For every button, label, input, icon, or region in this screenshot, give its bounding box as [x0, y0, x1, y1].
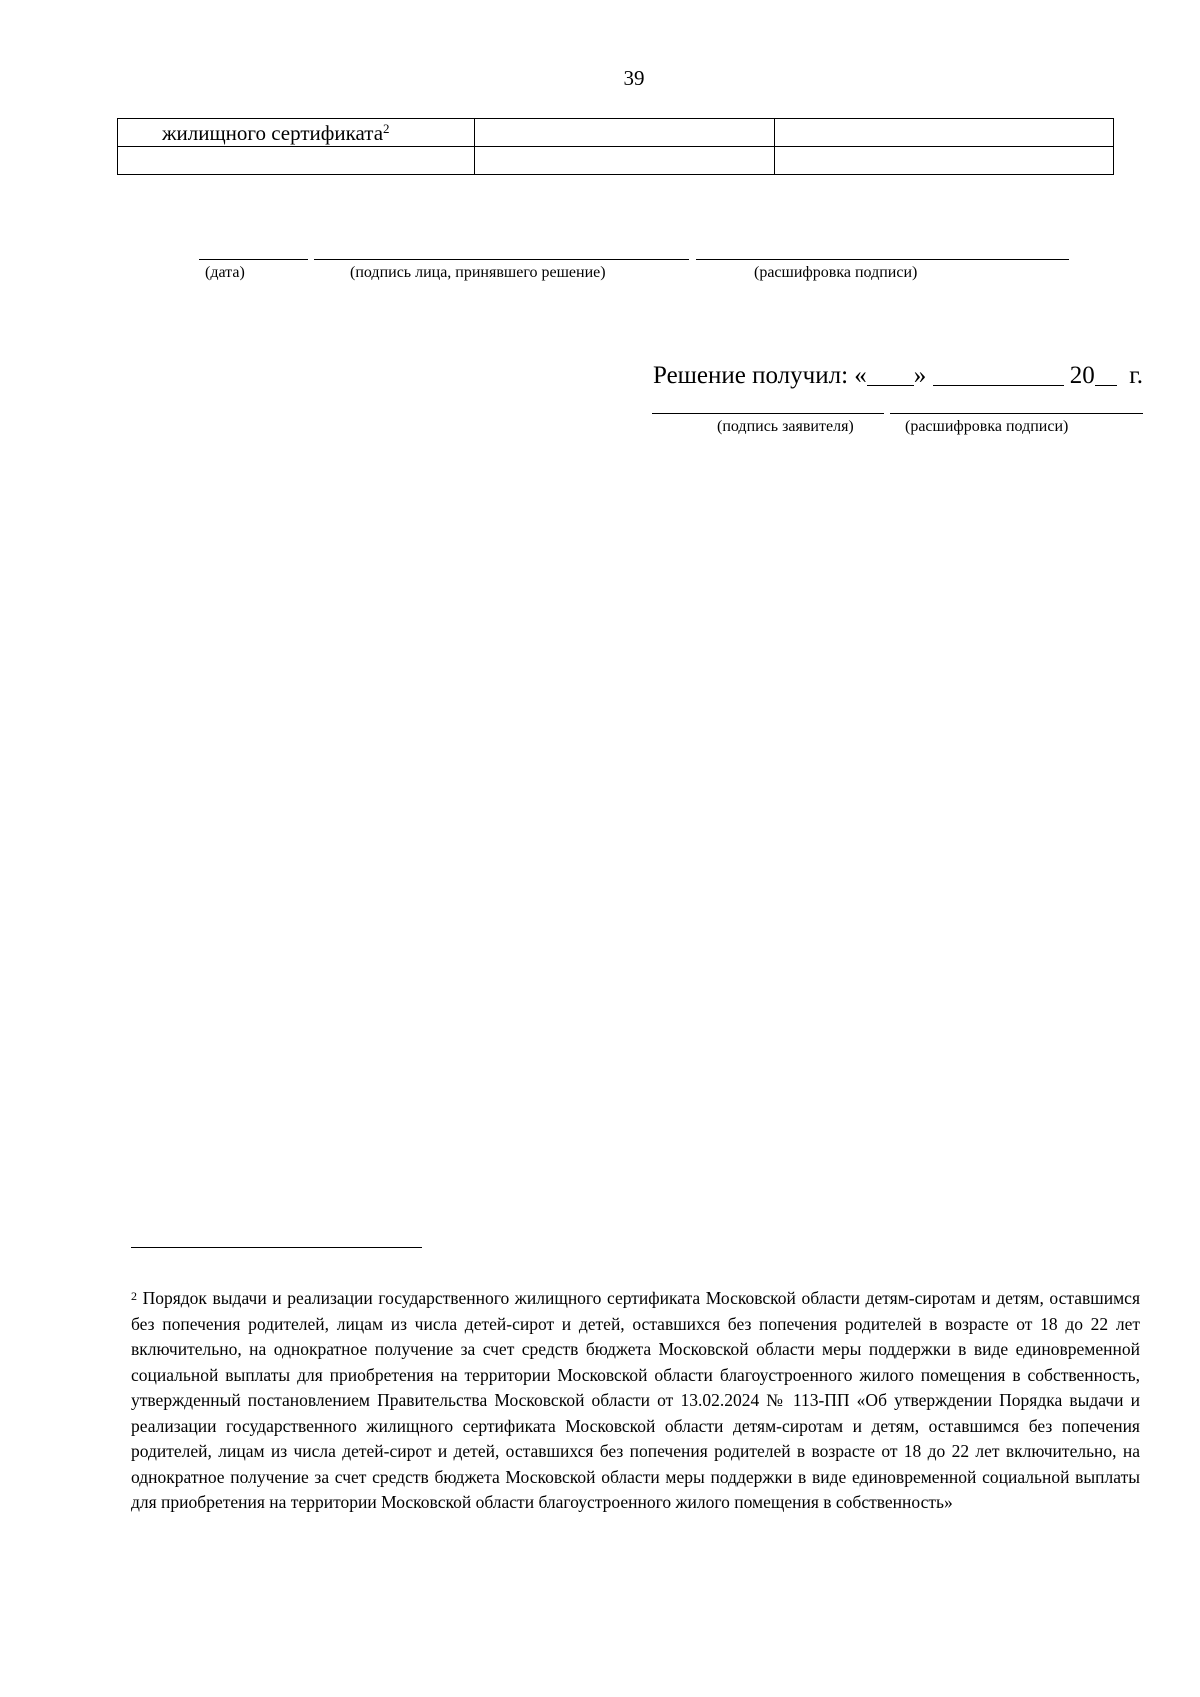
table-cell — [775, 147, 1114, 175]
footnote-text: Порядок выдачи и реализации государственного жилищного сертификата Московской области детям-сиротам и детям, оставшимся без попечения родителей, лицам из числа детей-сирот и детей, оставшихся без попечения родителей в возрасте от 18 до 22 лет включительно, на однократное получение за счет средств бюджета Московской области меры поддержки в виде единовременной социальной выплаты для приобретения на территории Московской области благоустроенного жилого помещения в собственность, утвержденный постановлением Правительства Московской области от 13.02.2024 № 113-ПП «Об утверждении Порядка выдачи и реализации государственного жилищного сертификата Московской области детям-сиротам и детям, оставшимся без попечения родителей, лицам из числа детей-сирот и детей, оставшихся без попечения родителей в возрасте от 18 до 22 лет включительно, на однократное получение за счет средств бюджета Московской области меры поддержки в виде единовременной социальной выплаты для приобретения на территории Московской области благоустроенного жилого помещения в собственность» — [131, 1288, 1141, 1512]
decode-caption: (расшифровка подписи) — [754, 264, 918, 281]
footnote-reference: 2 — [383, 120, 390, 136]
table-row — [118, 147, 1114, 175]
table-cell — [475, 147, 775, 175]
table-cell — [118, 147, 475, 175]
table-row — [118, 119, 1114, 147]
signature-line — [314, 259, 689, 260]
receipt-label: Решение получил: « — [653, 362, 867, 389]
day-blank — [867, 360, 914, 386]
footnote — [131, 1286, 1140, 1516]
applicant-signature-caption: (подпись заявителя) — [717, 418, 854, 435]
applicant-decode-caption: (расшифровка подписи) — [905, 418, 1069, 435]
signature-caption: (подпись лица, принявшего решение) — [350, 264, 606, 281]
year-prefix: 20 — [1069, 362, 1095, 389]
table-cell — [475, 119, 775, 147]
table-cell — [118, 119, 475, 147]
date-line — [199, 259, 308, 260]
decode-line — [696, 259, 1069, 260]
year-blank — [1095, 360, 1117, 386]
date-caption: (дата) — [205, 264, 245, 281]
year-suffix: г. — [1129, 362, 1143, 389]
page-number: 39 — [623, 66, 645, 90]
receipt-close-quote: » — [913, 362, 927, 389]
footnote-mark: 2 — [131, 1289, 137, 1303]
footnote-separator — [131, 1247, 422, 1248]
applicant-decode-line — [890, 413, 1143, 414]
table-cell — [775, 119, 1114, 147]
cell-text: жилищного сертификата — [162, 120, 384, 145]
receipt-line — [653, 357, 1143, 390]
month-blank — [933, 360, 1064, 386]
certificate-table — [117, 118, 1114, 175]
applicant-signature-line — [652, 413, 884, 414]
